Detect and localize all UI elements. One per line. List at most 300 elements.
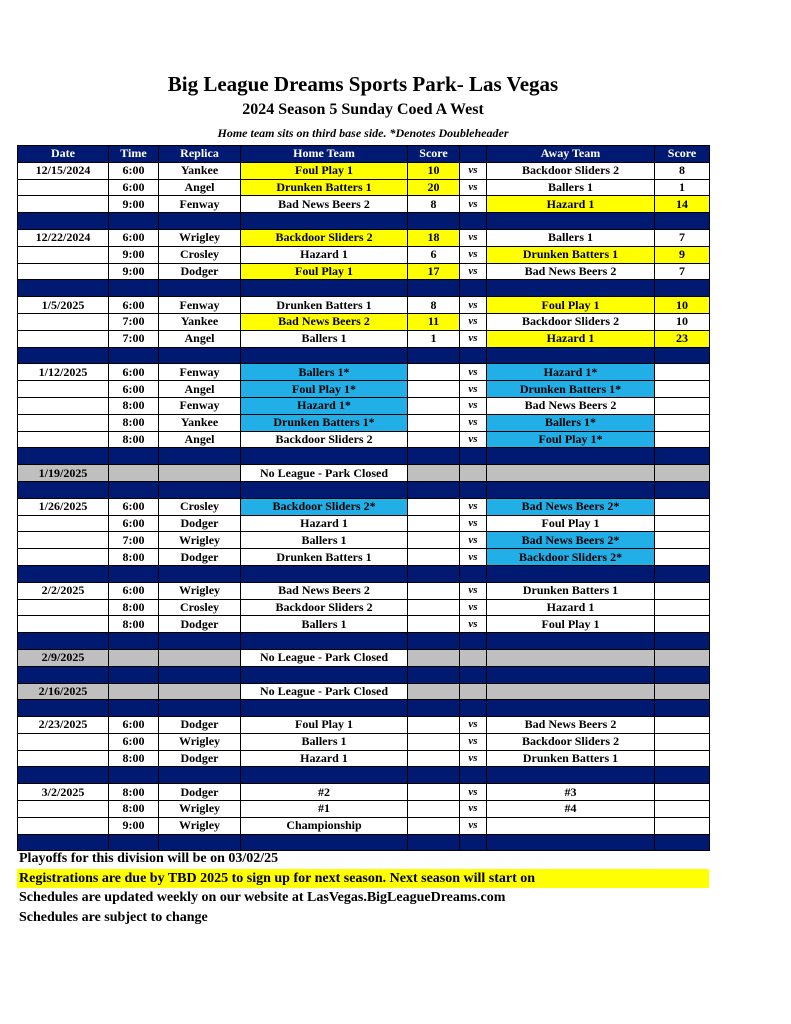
away-team-cell: Drunken Batters 1 xyxy=(487,246,655,263)
separator-cell xyxy=(460,700,487,717)
away-team-cell: Foul Play 1 xyxy=(487,515,655,532)
home-score-cell xyxy=(408,498,460,515)
date-cell: 1/19/2025 xyxy=(18,465,109,482)
time-cell: 8:00 xyxy=(109,616,159,633)
separator-cell xyxy=(408,565,460,582)
separator-cell xyxy=(109,834,159,851)
game-row xyxy=(18,498,710,515)
time-cell xyxy=(109,683,159,700)
separator-cell xyxy=(18,666,109,683)
replica-cell: Fenway xyxy=(159,364,241,381)
separator-cell xyxy=(109,448,159,465)
home-team-cell: Backdoor Sliders 2 xyxy=(241,431,408,448)
away-team-cell: Backdoor Sliders 2* xyxy=(487,549,655,566)
replica-cell: Wrigley xyxy=(159,582,241,599)
time-cell: 6:00 xyxy=(109,733,159,750)
home-score-cell xyxy=(408,549,460,566)
home-score-cell xyxy=(408,364,460,381)
separator-cell xyxy=(487,767,655,784)
away-score-cell xyxy=(655,817,710,834)
vs-cell: vs xyxy=(460,229,487,246)
away-score-cell xyxy=(655,616,710,633)
away-score-cell: 7 xyxy=(655,263,710,280)
game-row xyxy=(18,179,710,196)
home-score-cell xyxy=(408,817,460,834)
header-home-team: Home Team xyxy=(241,146,408,163)
date-cell xyxy=(18,801,109,818)
home-score-cell xyxy=(408,801,460,818)
vs-cell: vs xyxy=(460,750,487,767)
separator-cell xyxy=(408,767,460,784)
away-score-cell xyxy=(655,599,710,616)
vs-cell: vs xyxy=(460,330,487,347)
game-row xyxy=(18,616,710,633)
separator-cell xyxy=(109,280,159,297)
vs-cell: vs xyxy=(460,263,487,280)
time-cell: 8:00 xyxy=(109,431,159,448)
replica-cell: Yankee xyxy=(159,162,241,179)
empty-cell xyxy=(655,649,710,666)
vs-cell: vs xyxy=(460,313,487,330)
vs-cell: vs xyxy=(460,784,487,801)
time-cell: 8:00 xyxy=(109,801,159,818)
date-cell xyxy=(18,599,109,616)
header-vs xyxy=(460,146,487,163)
replica-cell: Angel xyxy=(159,179,241,196)
home-score-cell: 8 xyxy=(408,297,460,314)
separator-cell xyxy=(487,834,655,851)
vs-cell: vs xyxy=(460,179,487,196)
time-cell: 9:00 xyxy=(109,263,159,280)
separator-row xyxy=(18,565,710,582)
game-row xyxy=(18,313,710,330)
separator-row xyxy=(18,347,710,364)
away-team-cell: Bad News Beers 2* xyxy=(487,532,655,549)
game-row xyxy=(18,733,710,750)
away-score-cell xyxy=(655,750,710,767)
time-cell: 8:00 xyxy=(109,549,159,566)
away-team-cell: Hazard 1* xyxy=(487,364,655,381)
home-score-cell xyxy=(408,431,460,448)
vs-cell: vs xyxy=(460,532,487,549)
replica-cell: Yankee xyxy=(159,313,241,330)
time-cell: 6:00 xyxy=(109,162,159,179)
separator-cell xyxy=(241,347,408,364)
separator-cell xyxy=(159,633,241,650)
away-score-cell: 9 xyxy=(655,246,710,263)
separator-cell xyxy=(655,347,710,364)
separator-cell xyxy=(487,213,655,230)
home-score-cell: 10 xyxy=(408,162,460,179)
home-score-cell: 18 xyxy=(408,229,460,246)
separator-cell xyxy=(408,666,460,683)
game-row xyxy=(18,750,710,767)
separator-cell xyxy=(159,213,241,230)
replica-cell: Yankee xyxy=(159,414,241,431)
replica-cell: Angel xyxy=(159,431,241,448)
time-cell: 6:00 xyxy=(109,364,159,381)
separator-cell xyxy=(109,767,159,784)
away-team-cell: Drunken Batters 1 xyxy=(487,582,655,599)
separator-cell xyxy=(241,213,408,230)
time-cell: 8:00 xyxy=(109,750,159,767)
game-row xyxy=(18,162,710,179)
home-team-cell: Foul Play 1* xyxy=(241,381,408,398)
vs-cell: vs xyxy=(460,498,487,515)
header-away-team: Away Team xyxy=(487,146,655,163)
empty-cell xyxy=(655,465,710,482)
empty-cell xyxy=(460,683,487,700)
game-row xyxy=(18,229,710,246)
time-cell: 8:00 xyxy=(109,397,159,414)
away-score-cell xyxy=(655,532,710,549)
separator-cell xyxy=(109,633,159,650)
time-cell: 7:00 xyxy=(109,330,159,347)
away-team-cell: Bad News Beers 2 xyxy=(487,263,655,280)
separator-cell xyxy=(408,347,460,364)
game-row xyxy=(18,549,710,566)
home-score-cell xyxy=(408,414,460,431)
home-score-cell xyxy=(408,784,460,801)
replica-cell: Angel xyxy=(159,330,241,347)
home-score-cell: 1 xyxy=(408,330,460,347)
separator-cell xyxy=(460,448,487,465)
home-team-cell: Hazard 1 xyxy=(241,515,408,532)
time-cell xyxy=(109,465,159,482)
separator-cell xyxy=(18,565,109,582)
separator-cell xyxy=(655,565,710,582)
home-score-cell: 17 xyxy=(408,263,460,280)
home-score-cell: 20 xyxy=(408,179,460,196)
home-score-cell xyxy=(408,616,460,633)
closed-row xyxy=(18,465,710,482)
separator-cell xyxy=(655,700,710,717)
date-cell xyxy=(18,179,109,196)
date-cell: 2/23/2025 xyxy=(18,717,109,734)
separator-cell xyxy=(460,834,487,851)
empty-cell xyxy=(460,649,487,666)
game-row xyxy=(18,364,710,381)
time-cell: 8:00 xyxy=(109,784,159,801)
separator-cell xyxy=(18,633,109,650)
separator-cell xyxy=(460,280,487,297)
away-team-cell: Bad News Beers 2* xyxy=(487,498,655,515)
home-score-cell: 11 xyxy=(408,313,460,330)
home-score-cell: 6 xyxy=(408,246,460,263)
away-score-cell: 23 xyxy=(655,330,710,347)
time-cell: 6:00 xyxy=(109,582,159,599)
date-cell: 2/2/2025 xyxy=(18,582,109,599)
separator-cell xyxy=(408,280,460,297)
replica-cell: Fenway xyxy=(159,196,241,213)
game-row xyxy=(18,599,710,616)
away-team-cell: Hazard 1 xyxy=(487,196,655,213)
home-team-cell: Hazard 1 xyxy=(241,750,408,767)
date-cell xyxy=(18,330,109,347)
replica-cell: Dodger xyxy=(159,263,241,280)
separator-cell xyxy=(408,448,460,465)
time-cell: 9:00 xyxy=(109,196,159,213)
header-time: Time xyxy=(109,146,159,163)
away-score-cell xyxy=(655,498,710,515)
closed-row xyxy=(18,683,710,700)
header-replica: Replica xyxy=(159,146,241,163)
date-cell: 3/2/2025 xyxy=(18,784,109,801)
vs-cell: vs xyxy=(460,397,487,414)
vs-cell: vs xyxy=(460,515,487,532)
separator-row xyxy=(18,213,710,230)
replica-cell: Dodger xyxy=(159,717,241,734)
home-team-cell: Drunken Batters 1 xyxy=(241,549,408,566)
replica-cell: Dodger xyxy=(159,549,241,566)
home-score-cell xyxy=(408,717,460,734)
date-cell xyxy=(18,381,109,398)
replica-cell: Dodger xyxy=(159,750,241,767)
separator-cell xyxy=(159,767,241,784)
separator-cell xyxy=(18,700,109,717)
home-team-cell: #2 xyxy=(241,784,408,801)
replica-cell: Wrigley xyxy=(159,801,241,818)
closed-row xyxy=(18,649,710,666)
home-team-cell: Drunken Batters 1* xyxy=(241,414,408,431)
separator-cell xyxy=(487,280,655,297)
separator-cell xyxy=(109,213,159,230)
away-score-cell: 10 xyxy=(655,297,710,314)
replica-cell: Wrigley xyxy=(159,532,241,549)
separator-row xyxy=(18,834,710,851)
replica-cell: Dodger xyxy=(159,515,241,532)
game-row xyxy=(18,784,710,801)
date-cell xyxy=(18,196,109,213)
closed-message: No League - Park Closed xyxy=(241,465,408,482)
away-team-cell: Bad News Beers 2 xyxy=(487,397,655,414)
season-subtitle: 2024 Season 5 Sunday Coed A West xyxy=(242,101,484,118)
away-score-cell: 14 xyxy=(655,196,710,213)
away-team-cell: #4 xyxy=(487,801,655,818)
separator-cell xyxy=(159,666,241,683)
date-cell: 1/12/2025 xyxy=(18,364,109,381)
date-cell: 2/16/2025 xyxy=(18,683,109,700)
change-note: Schedules are subject to change xyxy=(19,910,208,925)
away-team-cell: Ballers 1 xyxy=(487,229,655,246)
separator-cell xyxy=(408,700,460,717)
separator-cell xyxy=(159,280,241,297)
away-score-cell xyxy=(655,582,710,599)
away-team-cell: Backdoor Sliders 2 xyxy=(487,162,655,179)
table-header-row xyxy=(18,146,710,163)
schedule-note: Home team sits on third base side. *Denotes Doubleheader xyxy=(217,126,509,140)
empty-cell xyxy=(655,683,710,700)
date-cell: 1/5/2025 xyxy=(18,297,109,314)
time-cell: 7:00 xyxy=(109,532,159,549)
separator-row xyxy=(18,633,710,650)
home-team-cell: Ballers 1 xyxy=(241,616,408,633)
date-cell xyxy=(18,263,109,280)
time-cell: 9:00 xyxy=(109,817,159,834)
game-row xyxy=(18,582,710,599)
home-team-cell: Ballers 1* xyxy=(241,364,408,381)
away-team-cell xyxy=(487,817,655,834)
empty-cell xyxy=(487,465,655,482)
date-cell xyxy=(18,616,109,633)
time-cell: 6:00 xyxy=(109,297,159,314)
empty-cell xyxy=(460,465,487,482)
separator-cell xyxy=(241,280,408,297)
separator-cell xyxy=(408,633,460,650)
game-row xyxy=(18,515,710,532)
replica-cell: Fenway xyxy=(159,297,241,314)
replica-cell: Crosley xyxy=(159,246,241,263)
separator-cell xyxy=(109,481,159,498)
replica-cell: Wrigley xyxy=(159,229,241,246)
separator-cell xyxy=(159,700,241,717)
game-row xyxy=(18,263,710,280)
separator-cell xyxy=(460,213,487,230)
header-date: Date xyxy=(18,146,109,163)
date-cell xyxy=(18,397,109,414)
date-cell xyxy=(18,817,109,834)
schedule-body xyxy=(18,162,710,851)
home-team-cell: Drunken Batters 1 xyxy=(241,179,408,196)
separator-cell xyxy=(241,565,408,582)
replica-cell: Wrigley xyxy=(159,733,241,750)
game-row xyxy=(18,397,710,414)
time-cell: 8:00 xyxy=(109,599,159,616)
separator-cell xyxy=(18,280,109,297)
away-score-cell: 1 xyxy=(655,179,710,196)
date-cell xyxy=(18,246,109,263)
separator-cell xyxy=(655,633,710,650)
away-score-cell xyxy=(655,784,710,801)
away-team-cell: #3 xyxy=(487,784,655,801)
home-team-cell: Backdoor Sliders 2 xyxy=(241,229,408,246)
away-score-cell xyxy=(655,431,710,448)
separator-cell xyxy=(18,448,109,465)
separator-cell xyxy=(159,347,241,364)
separator-row xyxy=(18,280,710,297)
time-cell xyxy=(109,649,159,666)
time-cell: 7:00 xyxy=(109,313,159,330)
separator-cell xyxy=(109,666,159,683)
home-team-cell: Backdoor Sliders 2 xyxy=(241,599,408,616)
vs-cell: vs xyxy=(460,381,487,398)
time-cell: 6:00 xyxy=(109,498,159,515)
separator-row xyxy=(18,767,710,784)
replica-cell: Dodger xyxy=(159,784,241,801)
date-cell xyxy=(18,313,109,330)
date-cell xyxy=(18,549,109,566)
home-team-cell: Backdoor Sliders 2* xyxy=(241,498,408,515)
away-team-cell: Drunken Batters 1* xyxy=(487,381,655,398)
away-score-cell xyxy=(655,549,710,566)
away-score-cell xyxy=(655,397,710,414)
away-score-cell xyxy=(655,515,710,532)
separator-cell xyxy=(18,834,109,851)
away-team-cell: Backdoor Sliders 2 xyxy=(487,733,655,750)
replica-cell: Crosley xyxy=(159,599,241,616)
separator-cell xyxy=(241,633,408,650)
separator-cell xyxy=(241,767,408,784)
time-cell: 6:00 xyxy=(109,717,159,734)
separator-cell xyxy=(159,565,241,582)
separator-cell xyxy=(460,633,487,650)
separator-cell xyxy=(487,481,655,498)
away-score-cell: 7 xyxy=(655,229,710,246)
separator-cell xyxy=(18,347,109,364)
game-row xyxy=(18,801,710,818)
vs-cell: vs xyxy=(460,196,487,213)
empty-cell xyxy=(487,683,655,700)
home-score-cell xyxy=(408,599,460,616)
separator-cell xyxy=(18,767,109,784)
website-note: Schedules are updated weekly on our website at LasVegas.BigLeagueDreams.com xyxy=(19,890,506,905)
page-title: Big League Dreams Sports Park- Las Vegas xyxy=(167,72,559,96)
game-row xyxy=(18,297,710,314)
home-team-cell: Championship xyxy=(241,817,408,834)
date-cell xyxy=(18,750,109,767)
separator-cell xyxy=(655,481,710,498)
date-cell xyxy=(18,532,109,549)
separator-cell xyxy=(109,700,159,717)
game-row xyxy=(18,717,710,734)
vs-cell: vs xyxy=(460,817,487,834)
replica-cell: Fenway xyxy=(159,397,241,414)
game-row xyxy=(18,246,710,263)
empty-cell xyxy=(408,649,460,666)
separator-cell xyxy=(460,767,487,784)
date-cell: 12/22/2024 xyxy=(18,229,109,246)
header-home-score: Score xyxy=(408,146,460,163)
home-team-cell: Ballers 1 xyxy=(241,532,408,549)
date-cell xyxy=(18,515,109,532)
home-team-cell: Hazard 1 xyxy=(241,246,408,263)
vs-cell: vs xyxy=(460,549,487,566)
away-team-cell: Bad News Beers 2 xyxy=(487,717,655,734)
date-cell: 1/26/2025 xyxy=(18,498,109,515)
away-team-cell: Foul Play 1 xyxy=(487,297,655,314)
away-score-cell xyxy=(655,717,710,734)
vs-cell: vs xyxy=(460,431,487,448)
replica-cell: Wrigley xyxy=(159,817,241,834)
separator-row xyxy=(18,448,710,465)
game-row xyxy=(18,431,710,448)
away-score-cell: 8 xyxy=(655,162,710,179)
game-row xyxy=(18,330,710,347)
away-score-cell xyxy=(655,364,710,381)
separator-cell xyxy=(460,347,487,364)
separator-cell xyxy=(241,481,408,498)
separator-cell xyxy=(460,666,487,683)
away-score-cell: 10 xyxy=(655,313,710,330)
separator-cell xyxy=(18,481,109,498)
vs-cell: vs xyxy=(460,733,487,750)
separator-cell xyxy=(408,213,460,230)
separator-cell xyxy=(487,565,655,582)
home-team-cell: Drunken Batters 1 xyxy=(241,297,408,314)
separator-cell xyxy=(241,448,408,465)
empty-cell xyxy=(487,649,655,666)
vs-cell: vs xyxy=(460,599,487,616)
home-team-cell: Bad News Beers 2 xyxy=(241,196,408,213)
away-team-cell: Hazard 1 xyxy=(487,330,655,347)
home-team-cell: Foul Play 1 xyxy=(241,162,408,179)
game-row xyxy=(18,532,710,549)
separator-cell xyxy=(241,834,408,851)
empty-cell xyxy=(408,683,460,700)
replica-cell xyxy=(159,465,241,482)
separator-row xyxy=(18,700,710,717)
separator-cell xyxy=(408,481,460,498)
